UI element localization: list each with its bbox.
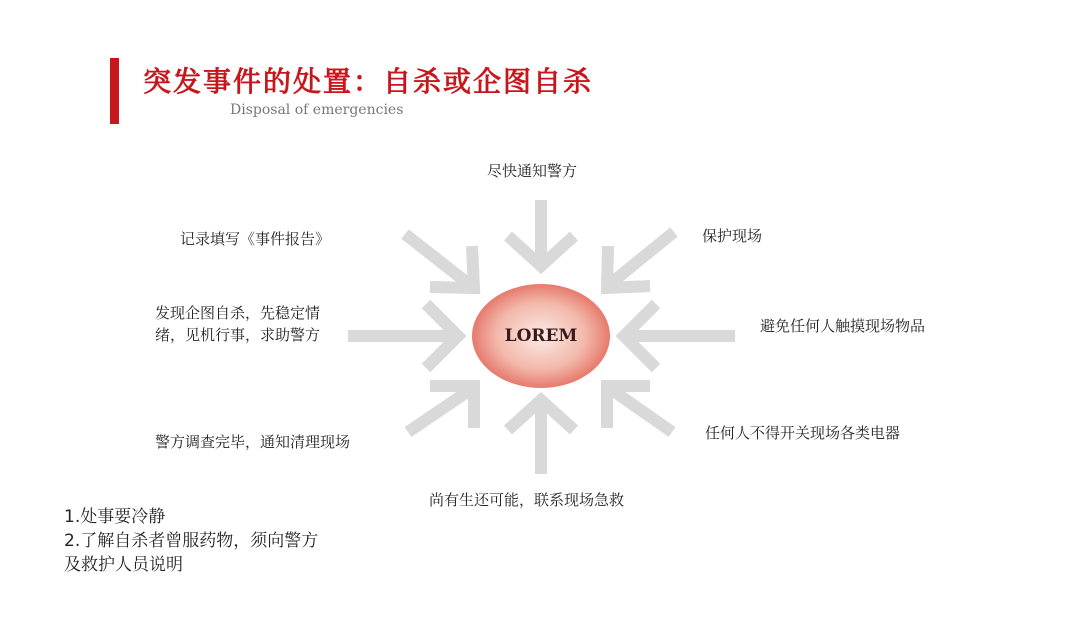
label-right: 避免任何人触摸现场物品 <box>760 317 926 335</box>
center-ellipse <box>472 284 610 388</box>
label-left: 发现企图自杀，先稳定情绪，见机行事，求助警方 <box>155 304 321 344</box>
label-top-right: 保护现场 <box>702 227 763 245</box>
label-bottom-left: 警方调查完毕，通知清理现场 <box>155 433 351 451</box>
arrow-left <box>348 304 458 368</box>
arrow-bottom <box>508 400 574 474</box>
page-title: 突发事件的处置：自杀或企图自杀 <box>143 65 594 98</box>
label-top-left: 记录填写《事件报告》 <box>180 230 331 248</box>
arrow-top-right <box>607 232 674 288</box>
arrow-bottom-right <box>607 386 672 432</box>
arrow-bottom-left <box>408 386 474 432</box>
note-line-2: 2.了解自杀者曾服药物，须向警方及救护人员说明 <box>64 531 319 575</box>
page-subtitle: Disposal of emergencies <box>230 102 404 118</box>
label-bottom: 尚有生还可能，联系现场急救 <box>429 491 625 509</box>
arrow-top <box>508 200 574 266</box>
notes-block <box>64 505 319 577</box>
label-bottom-right: 任何人不得开关现场各类电器 <box>705 424 901 442</box>
label-top: 尽快通知警方 <box>487 162 578 180</box>
center-label: LOREM <box>504 326 578 346</box>
arrow-top-left <box>405 234 474 288</box>
note-line-1: 1.处事要冷静 <box>64 507 166 527</box>
arrow-right <box>624 304 735 368</box>
